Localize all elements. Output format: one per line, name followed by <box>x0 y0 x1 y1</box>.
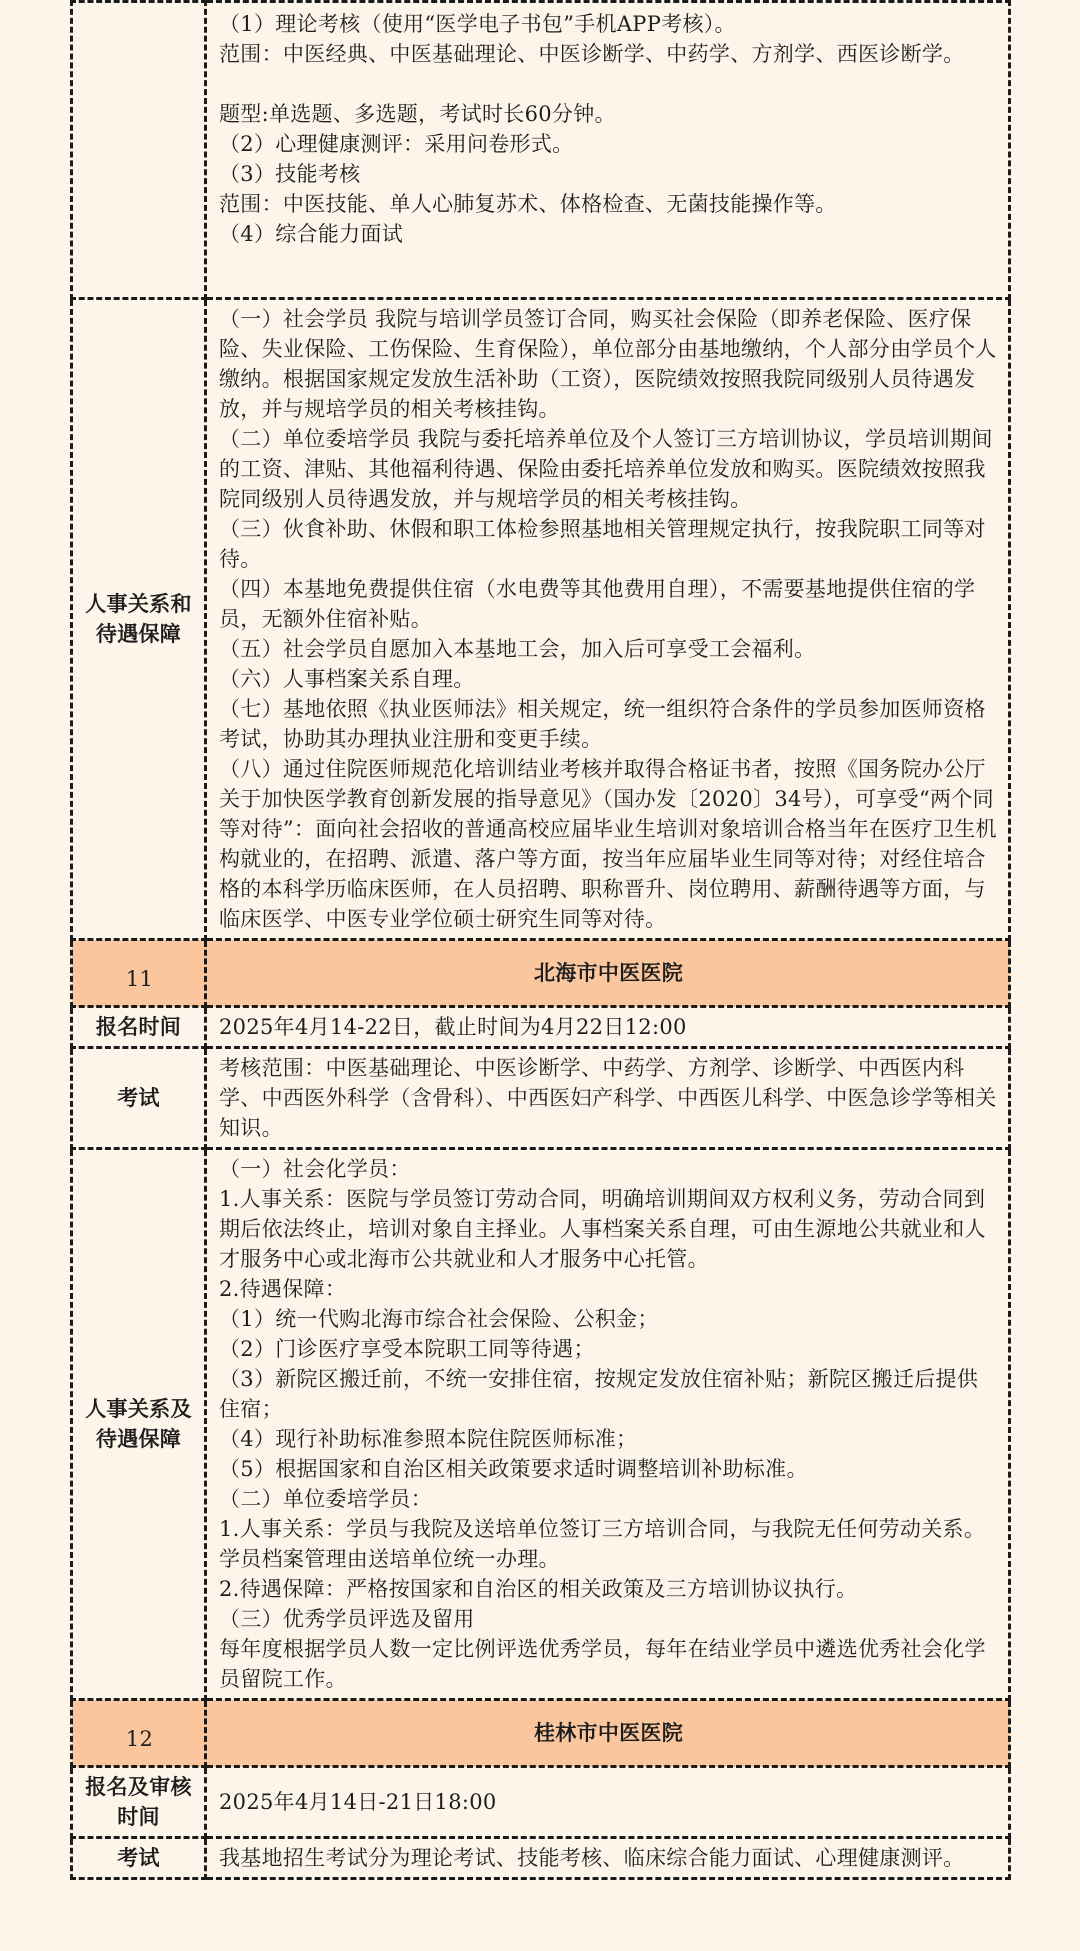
exam-line: （3）技能考核 <box>219 162 361 186</box>
recruitment-table <box>70 0 1011 1880</box>
benefit-item: （三）伙食补助、休假和职工体检参照基地相关管理规定执行，按我院职工同等对待。 <box>219 517 986 571</box>
document-sheet <box>70 0 1008 1951</box>
hospital-11-name: 北海市中医医院 <box>206 940 1010 1007</box>
exam-line: 范围：中医经典、中医基础理论、中医诊断学、中药学、方剂学、西医诊断学。 <box>219 42 965 66</box>
exam-line: （1）理论考核（使用“医学电子书包”手机APP考核）。 <box>219 12 736 36</box>
hospital-11-exam-value: 考核范围：中医基础理论、中医诊断学、中药学、方剂学、诊断学、中西医内科学、中西医外科学（含骨科）、中西医妇产科学、中西医儿科学、中医急诊学等相关知识。 <box>206 1048 1010 1149</box>
hospital-11-registration-label: 报名时间 <box>72 1007 206 1048</box>
benefit-item: （二）单位委培学员 我院与委托培养单位及个人签订三方培训协议，学员培训期间的工资、津贴、其他福利待遇、保险由委托培养单位发放和购买。医院绩效按照我院同级别人员待遇发放，并与规培学员的相关考核挂钩。 <box>219 427 993 511</box>
hospital-12-registration-value: 2025年4月14日-21日18:00 <box>206 1767 1010 1838</box>
personnel-line: （5）根据国家和自治区相关政策要求适时调整培训补助标准。 <box>219 1457 808 1481</box>
benefit-item: （四）本基地免费提供住宿（水电费等其他费用自理），不需要基地提供住宿的学员，无额外住宿补贴。 <box>219 577 976 631</box>
hospital-11-personnel-row <box>72 1149 1010 1700</box>
hospital-12-registration-row <box>72 1767 1010 1838</box>
exam-line: （2）心理健康测评：采用问卷形式。 <box>219 132 574 156</box>
personnel-line: 2.待遇保障：严格按国家和自治区的相关政策及三方培训协议执行。 <box>219 1577 858 1601</box>
personnel-line: （1）统一代购北海市综合社会保险、公积金； <box>219 1307 659 1331</box>
hospital-11-registration-row <box>72 1007 1010 1048</box>
personnel-line: 1.人事关系：医院与学员签订劳动合同，明确培训期间双方权利义务，劳动合同到期后依法终止，培训对象自主择业。人事档案关系自理，可由生源地公共就业和人才服务中心或北海市公共就业和人才服务中心托管。 <box>219 1187 986 1271</box>
row-exam-continued <box>72 2 1010 299</box>
hospital-11-header <box>72 940 1010 1007</box>
row-personnel-benefits <box>72 299 1010 940</box>
hospital-12-exam-row <box>72 1838 1010 1879</box>
hospital-12-header <box>72 1700 1010 1767</box>
hospital-12-number: 12 <box>72 1700 206 1767</box>
benefit-item: （七）基地依照《执业医师法》相关规定，统一组织符合条件的学员参加医师资格考试，协助其办理执业注册和变更手续。 <box>219 697 986 751</box>
personnel-line: 2.待遇保障： <box>219 1277 347 1301</box>
personnel-benefits-content <box>206 299 1010 940</box>
row-exam-continued-label <box>72 2 206 299</box>
hospital-12-exam-value: 我基地招生考试分为理论考试、技能考核、临床综合能力面试、心理健康测评。 <box>206 1838 1010 1879</box>
personnel-line: 每年度根据学员人数一定比例评选优秀学员，每年在结业学员中遴选优秀社会化学员留院工作。 <box>219 1637 986 1691</box>
benefit-item: （一）社会学员 我院与培训学员签订合同，购买社会保险（即养老保险、医疗保险、失业保险、工伤保险、生育保险），单位部分由基地缴纳，个人部分由学员个人缴纳。根据国家规定发放生活补助（工资），医院绩效按照我院同级别人员待遇发放，并与规培学员的相关考核挂钩。 <box>219 307 997 421</box>
benefit-item: （八）通过住院医师规范化培训结业考核并取得合格证书者，按照《国务院办公厅关于加快医学教育创新发展的指导意见》（国办发〔2020〕34号），可享受“两个同等对待”：面向社会招收的普通高校应届毕业生培训对象培训合格当年在医疗卫生机构就业的，在招聘、派遣、落户等方面，按当年应届毕业生同等对待；对经住培合格的本科学历临床医师，在人员招聘、职称晋升、岗位聘用、薪酬待遇等方面，与临床医学、中医专业学位硕士研究生同等对待。 <box>219 757 997 931</box>
benefit-item: （五）社会学员自愿加入本基地工会，加入后可享受工会福利。 <box>219 637 816 661</box>
personnel-benefits-label: 人事关系和待遇保障 <box>72 299 206 940</box>
hospital-12-registration-label: 报名及审核时间 <box>72 1767 206 1838</box>
personnel-line: （4）现行补助标准参照本院住院医师标准； <box>219 1427 638 1451</box>
personnel-line: （二）单位委培学员： <box>219 1487 432 1511</box>
hospital-12-exam-label: 考试 <box>72 1838 206 1879</box>
exam-line: 题型:单选题、多选题，考试时长60分钟。 <box>219 102 616 126</box>
hospital-11-registration-value: 2025年4月14-22日，截止时间为4月22日12:00 <box>206 1007 1010 1048</box>
hospital-11-number: 11 <box>72 940 206 1007</box>
benefit-item: （六）人事档案关系自理。 <box>219 667 475 691</box>
personnel-line: （一）社会化学员： <box>219 1157 411 1181</box>
exam-blank-line <box>219 69 998 99</box>
exam-line: （4）综合能力面试 <box>219 222 404 246</box>
personnel-line: （3）新院区搬迁前，不统一安排住宿，按规定发放住宿补贴；新院区搬迁后提供住宿； <box>219 1367 979 1421</box>
hospital-11-personnel-content <box>206 1149 1010 1700</box>
hospital-11-exam-row <box>72 1048 1010 1149</box>
hospital-11-personnel-label: 人事关系及待遇保障 <box>72 1149 206 1700</box>
exam-line: 范围：中医技能、单人心肺复苏术、体格检查、无菌技能操作等。 <box>219 192 837 216</box>
hospital-12-name: 桂林市中医医院 <box>206 1700 1010 1767</box>
personnel-line: 1.人事关系：学员与我院及送培单位签订三方培训合同，与我院无任何劳动关系。学员档案管理由送培单位统一办理。 <box>219 1517 986 1571</box>
hospital-11-exam-label: 考试 <box>72 1048 206 1149</box>
row-exam-continued-content <box>206 2 1010 299</box>
personnel-line: （2）门诊医疗享受本院职工同等待遇； <box>219 1337 595 1361</box>
personnel-line: （三）优秀学员评选及留用 <box>219 1607 475 1631</box>
